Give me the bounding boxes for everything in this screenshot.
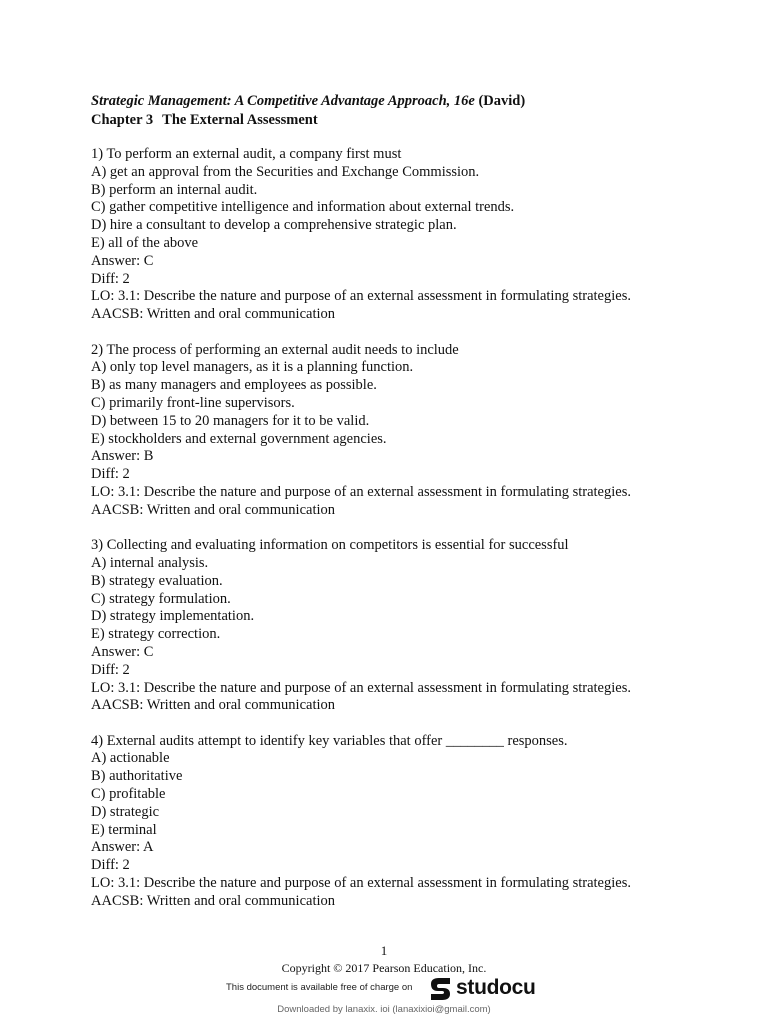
learning-objective: LO: 3.1: Describe the nature and purpose of an external assessment in formulating strategies. <box>91 679 631 696</box>
option-d: D) strategy implementation. <box>91 608 255 625</box>
question-stem: 3) Collecting and evaluating information on competitors is essential for successful <box>91 537 569 554</box>
question-list <box>91 146 731 911</box>
option-a: A) only top level managers, as it is a planning function. <box>91 359 414 376</box>
option-a: A) get an approval from the Securities and Exchange Commission. <box>91 163 480 180</box>
studocu-wordmark: studocu <box>456 976 536 999</box>
difficulty: Diff: 2 <box>91 270 130 287</box>
book-title: Strategic Management: A Competitive Advantage Approach, 16e <box>91 93 475 109</box>
chapter-title: The External Assessment <box>162 112 318 128</box>
option-d: D) hire a consultant to develop a comprehensive strategic plan. <box>91 217 457 234</box>
option-e: E) all of the above <box>91 234 199 251</box>
option-d: D) strategic <box>91 803 160 820</box>
question-2 <box>91 342 731 520</box>
learning-objective: LO: 3.1: Describe the nature and purpose of an external assessment in formulating strategies. <box>91 483 631 500</box>
question-1 <box>91 146 731 324</box>
answer: Answer: B <box>91 448 154 465</box>
aacsb: AACSB: Written and oral communication <box>91 892 336 909</box>
difficulty: Diff: 2 <box>91 661 130 678</box>
book-title-line <box>91 92 731 110</box>
answer: Answer: A <box>91 839 154 856</box>
option-c: C) profitable <box>91 786 166 803</box>
option-e: E) stockholders and external government agencies. <box>91 430 387 447</box>
question-stem: 2) The process of performing an external audit needs to include <box>91 341 459 358</box>
option-a: A) actionable <box>91 750 170 767</box>
studocu-banner[interactable] <box>0 974 768 1004</box>
option-e: E) strategy correction. <box>91 626 221 643</box>
book-author: (David) <box>478 93 526 109</box>
studocu-logo[interactable] <box>427 974 536 1002</box>
option-a: A) internal analysis. <box>91 554 209 571</box>
document-page <box>91 92 731 928</box>
question-3 <box>91 537 731 715</box>
option-e: E) terminal <box>91 821 157 838</box>
chapter-heading <box>91 110 731 130</box>
option-c: C) strategy formulation. <box>91 590 231 607</box>
copyright-notice: Copyright © 2017 Pearson Education, Inc. <box>281 961 487 975</box>
answer: Answer: C <box>91 252 154 269</box>
option-b: B) as many managers and employees as possible. <box>91 377 377 394</box>
option-d: D) between 15 to 20 managers for it to be valid. <box>91 412 370 429</box>
option-b: B) strategy evaluation. <box>91 572 223 589</box>
downloaded-by-notice: Downloaded by lanaxix. ioi (lanaxixioi@gmail.com) <box>277 1004 491 1015</box>
free-of-charge-text: This document is available free of charge on <box>226 982 413 993</box>
difficulty: Diff: 2 <box>91 857 130 874</box>
question-stem: 4) External audits attempt to identify key variables that offer ________ responses. <box>91 732 568 749</box>
aacsb: AACSB: Written and oral communication <box>91 501 336 518</box>
learning-objective: LO: 3.1: Describe the nature and purpose of an external assessment in formulating strategies. <box>91 288 631 305</box>
answer: Answer: C <box>91 643 154 660</box>
option-b: B) authoritative <box>91 768 183 785</box>
difficulty: Diff: 2 <box>91 466 130 483</box>
option-c: C) primarily front-line supervisors. <box>91 394 295 411</box>
chapter-number: Chapter 3 <box>91 112 154 128</box>
learning-objective: LO: 3.1: Describe the nature and purpose of an external assessment in formulating strategies. <box>91 875 631 892</box>
page-number: 1 <box>380 943 388 958</box>
option-b: B) perform an internal audit. <box>91 181 258 198</box>
option-c: C) gather competitive intelligence and information about external trends. <box>91 199 515 216</box>
aacsb: AACSB: Written and oral communication <box>91 306 336 323</box>
question-stem: 1) To perform an external audit, a company first must <box>91 146 402 162</box>
question-4 <box>91 733 731 911</box>
aacsb: AACSB: Written and oral communication <box>91 697 336 714</box>
studocu-logo-icon <box>427 975 453 1001</box>
